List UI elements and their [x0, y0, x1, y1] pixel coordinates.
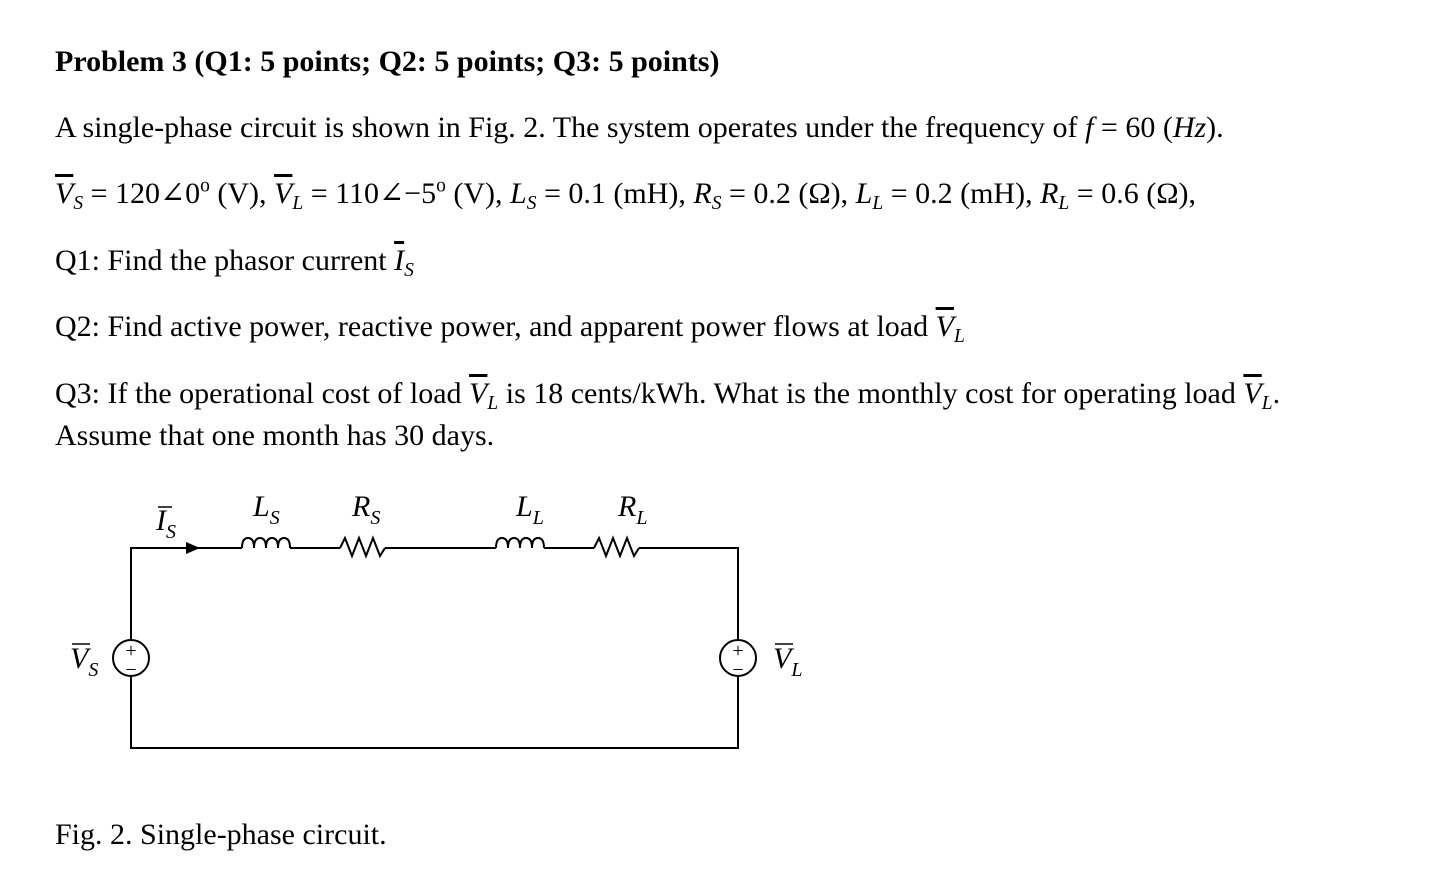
params-line: [55, 176, 1196, 212]
current-arrow: [186, 542, 200, 554]
freq-end: ).: [1206, 111, 1224, 144]
label-vs: $V_S$: [70, 642, 99, 681]
figure-caption: Fig. 2. Single-phase circuit.: [55, 818, 387, 851]
ll-value: = 0.2 (mH),: [883, 177, 1041, 210]
vs-plus: +: [125, 640, 137, 662]
vl-minus: −: [732, 659, 744, 681]
ll-symbol: L: [855, 177, 873, 210]
question-3-line-2: Assume that one month has 30 days.: [55, 419, 495, 452]
q3-symbol-2: $\overline{V}$: [1243, 377, 1262, 410]
q3-sub: L: [487, 392, 499, 414]
ls-symbol: L: [510, 177, 527, 210]
q3-text-a: Q3: If the operational cost of load: [55, 377, 470, 410]
resistor-rs: [340, 538, 385, 556]
question-3: [55, 376, 1280, 412]
vl-value: = 110∠−5: [303, 177, 437, 210]
ll-sub: L: [872, 192, 884, 214]
freq-unit: Hz: [1172, 111, 1207, 144]
vs-sub: S: [73, 192, 84, 214]
label-ls: $L_S$: [253, 490, 280, 529]
wire-rl-right: [639, 548, 738, 640]
ls-value: = 0.1 (mH),: [536, 177, 694, 210]
label-is: $I_S$: [156, 504, 176, 543]
q1-symbol: $\overline{I}$: [394, 244, 405, 277]
vl-sub: L: [292, 192, 304, 214]
q2-text: Q2: Find active power, reactive power, and apparent power flows at load: [55, 310, 936, 343]
problem-title: Problem 3 (Q1: 5 points; Q2: 5 points; Q3: 5 points): [55, 45, 720, 78]
vs-unit: (V),: [209, 177, 275, 210]
q2-symbol: $\overline{V}$: [935, 310, 954, 343]
label-rl: $R_L$: [618, 490, 648, 529]
vs-minus: −: [125, 659, 137, 681]
vl-degree: o: [436, 175, 446, 197]
inductor-ll: [496, 538, 544, 548]
rs-symbol: R: [693, 177, 712, 210]
freq-symbol: f: [1085, 111, 1094, 144]
ls-sub: S: [526, 192, 537, 214]
vl-symbol: $\overline{V}$: [274, 177, 293, 210]
q3-sub-2: L: [1261, 392, 1273, 414]
label-vl: $V_L$: [773, 642, 803, 681]
vs-symbol: $\overline{V}$: [55, 177, 74, 210]
left-wire-bottom: [131, 676, 738, 748]
rs-sub: S: [711, 192, 722, 214]
rl-symbol: R: [1040, 177, 1059, 210]
vl-plus: +: [732, 640, 744, 662]
circuit-diagram: [0, 480, 900, 780]
q2-sub: L: [953, 325, 965, 347]
question-1: [55, 243, 414, 279]
intro-line: [55, 110, 1224, 146]
vs-degree: o: [200, 175, 210, 197]
vs-value: = 120∠0: [83, 177, 201, 210]
resistor-rl: [594, 538, 639, 556]
q3-text-b: is 18 cents/kWh. What is the monthly cost for operating load: [498, 377, 1244, 410]
vl-unit: (V),: [445, 177, 511, 210]
q3-text-c: .: [1272, 377, 1281, 410]
freq-eq: = 60 (: [1093, 111, 1173, 144]
q1-text: Q1: Find the phasor current: [55, 244, 395, 277]
q3-symbol: $\overline{V}$: [469, 377, 488, 410]
intro-text: A single-phase circuit is shown in Fig. 2. The system operates under the frequency of: [55, 111, 1086, 144]
rl-sub: L: [1058, 192, 1070, 214]
rs-value: = 0.2 (Ω),: [721, 177, 856, 210]
inductor-ls: [242, 538, 290, 548]
rl-value: = 0.6 (Ω),: [1069, 177, 1196, 210]
q1-sub: S: [404, 259, 414, 281]
label-ll: $L_L$: [516, 490, 544, 529]
question-2: [55, 309, 965, 345]
label-rs: $R_S$: [352, 490, 381, 529]
